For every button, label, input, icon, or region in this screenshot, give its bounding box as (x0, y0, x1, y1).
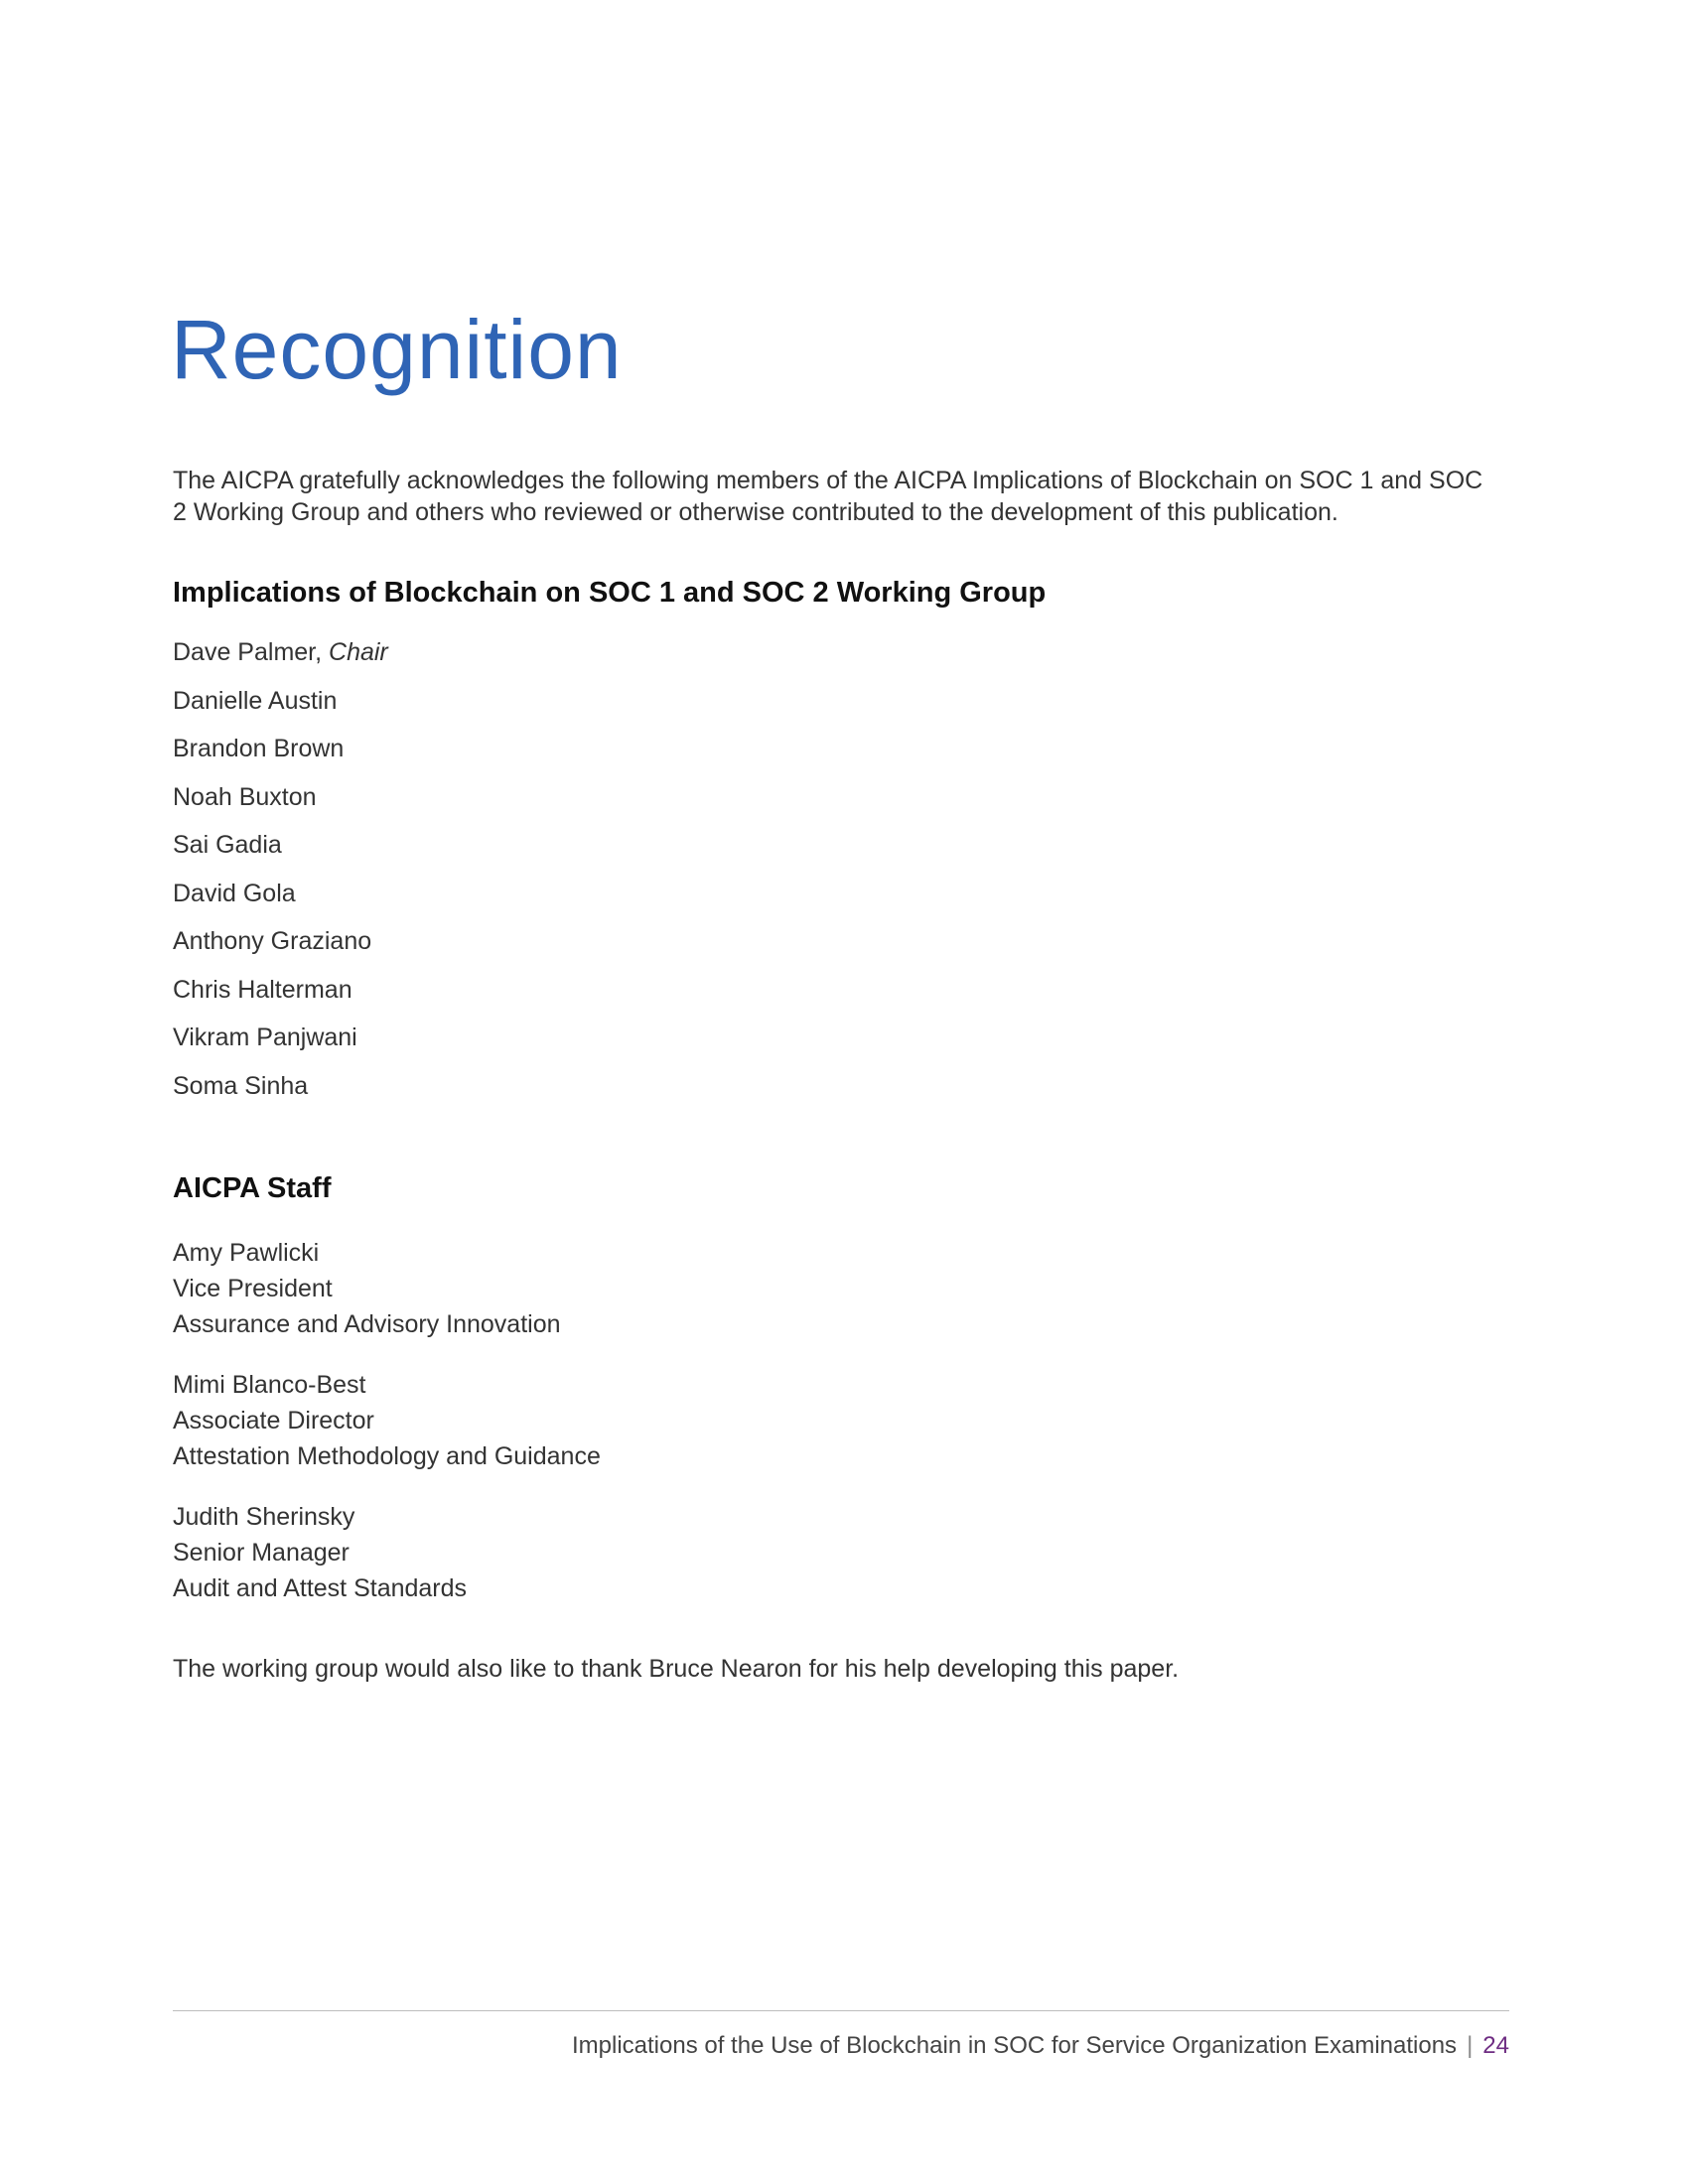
staff-heading: AICPA Staff (173, 1172, 332, 1204)
staff-title: Associate Director (173, 1407, 374, 1434)
member-item: Sai Gadia (173, 831, 282, 859)
footer-divider (173, 2010, 1509, 2011)
member-item: David Gola (173, 879, 296, 907)
page-footer (572, 2032, 1509, 2060)
intro-paragraph: The AICPA gratefully acknowledges the following members of the AICPA Implications of Blockchain on SOC 1 and SOC 2 Working Group and others who reviewed or otherwise contributed to the development of this publication. (173, 467, 1483, 526)
footer-document-title: Implications of the Use of Blockchain in SOC for Service Organization Examinations (571, 2032, 1458, 2059)
staff-department: Attestation Methodology and Guidance (173, 1442, 601, 1470)
member-item: Vikram Panjwani (173, 1024, 357, 1051)
member-chair (173, 637, 388, 686)
footer-separator: | (1467, 2032, 1474, 2059)
staff-name: Mimi Blanco-Best (173, 1371, 366, 1399)
member-item: Soma Sinha (173, 1071, 309, 1100)
page-number: 24 (1482, 2032, 1509, 2059)
staff-title: Vice President (173, 1275, 333, 1302)
thanks-paragraph: The working group would also like to thank Bruce Nearon for his help developing this paper. (173, 1655, 1180, 1683)
staff-entry (173, 1235, 561, 1342)
staff-entry (173, 1499, 467, 1606)
staff-title: Senior Manager (173, 1539, 350, 1567)
member-item: Brandon Brown (173, 735, 345, 762)
staff-department: Audit and Attest Standards (173, 1574, 468, 1602)
staff-department: Assurance and Advisory Innovation (173, 1310, 561, 1338)
staff-name: Amy Pawlicki (173, 1239, 320, 1267)
chair-name: Dave Palmer, (173, 638, 323, 666)
working-group-member-list (173, 637, 388, 1119)
member-item: Danielle Austin (173, 686, 338, 715)
page-title: Recognition (171, 303, 623, 396)
member-item: Chris Halterman (173, 975, 352, 1004)
staff-name: Judith Sherinsky (173, 1503, 355, 1531)
member-item: Anthony Graziano (173, 927, 372, 955)
chair-role: Chair (329, 638, 388, 666)
staff-entry (173, 1367, 601, 1474)
member-item: Noah Buxton (173, 782, 317, 811)
working-group-heading: Implications of Blockchain on SOC 1 and SOC 2 Working Group (173, 577, 1047, 609)
